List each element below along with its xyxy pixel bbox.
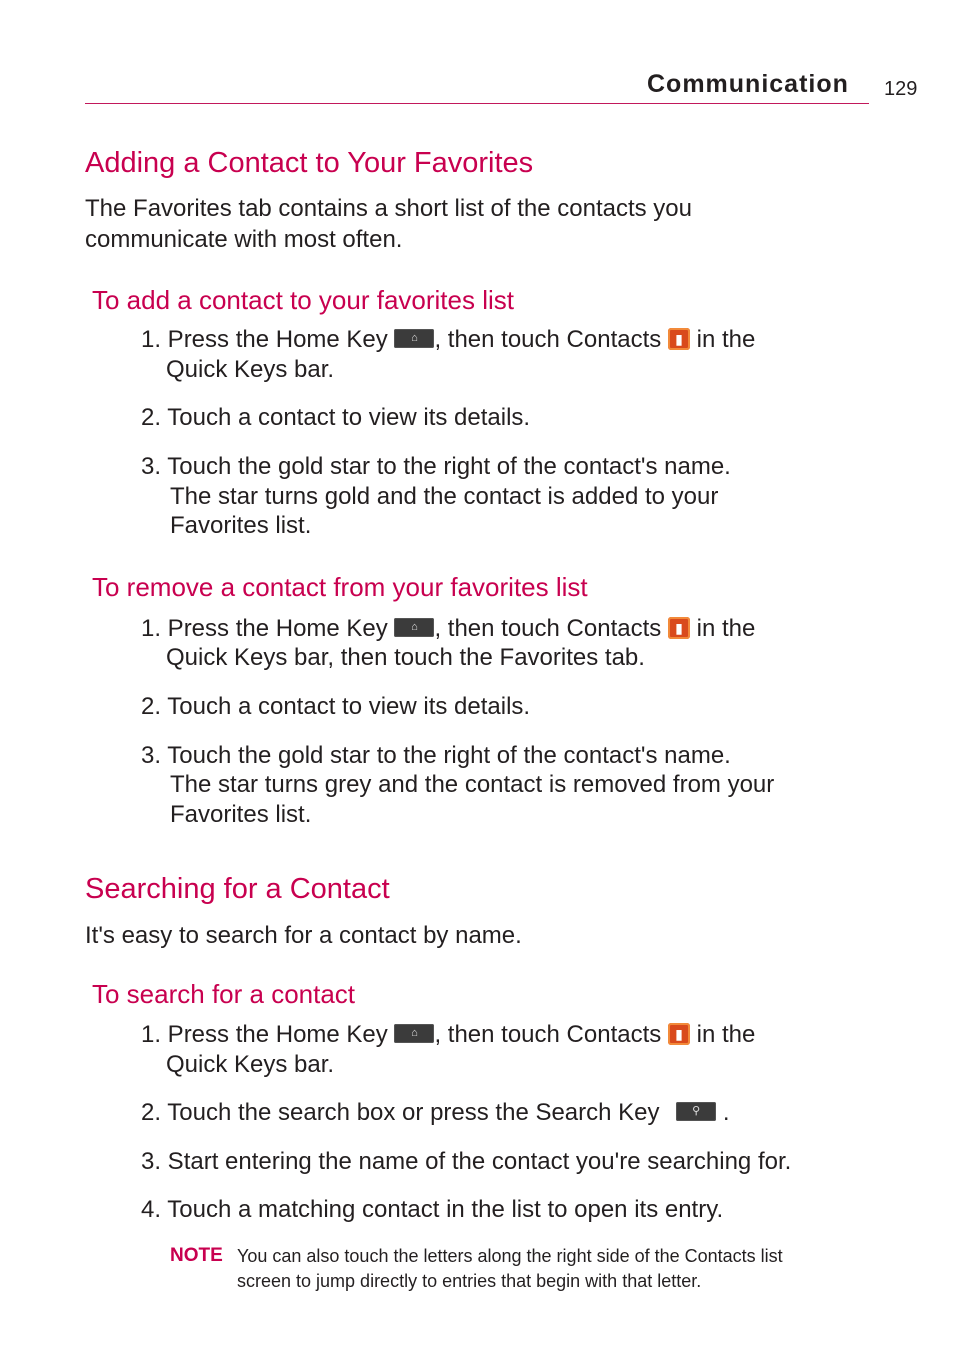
heading-search-contact: To search for a contact <box>92 979 356 1009</box>
header-rule <box>85 103 869 104</box>
remove-step-3-line3: Favorites list. <box>170 801 312 828</box>
home-key-icon: ⌂ <box>394 329 434 348</box>
add-step-2: 2. Touch a contact to view its details. <box>141 404 531 431</box>
remove-step-3-line2: The star turns grey and the contact is removed from your <box>170 771 775 798</box>
intro-search: It's easy to search for a contact by name. <box>85 922 522 949</box>
home-key-icon: ⌂ <box>394 618 434 637</box>
home-key-term: Home Key <box>275 1021 388 1048</box>
heading-remove-contact: To remove a contact from your favorites list <box>92 572 588 602</box>
step-text: , then touch <box>434 1021 567 1048</box>
step-text: in the <box>689 326 756 353</box>
heading-add-contact: To add a contact to your favorites list <box>92 285 514 315</box>
step-text: in the <box>689 615 756 642</box>
remove-step-3: 3. Touch the gold star to the right of the contact's name. <box>141 742 731 769</box>
intro-favorites-line2: communicate with most often. <box>85 226 403 253</box>
intro-text: The <box>85 195 134 222</box>
heading-searching-contact: Searching for a Contact <box>85 873 390 905</box>
section-title: Communication <box>647 70 849 98</box>
add-step-3-line3: Favorites list. <box>170 512 312 539</box>
intro-text: tab contains a short list of the contacts you <box>231 195 692 222</box>
contacts-term: Contacts <box>566 326 662 353</box>
remove-step-2: 2. Touch a contact to view its details. <box>141 693 531 720</box>
search-step-3: 3. Start entering the name of the contact you're searching for. <box>141 1148 792 1175</box>
intro-favorites <box>85 195 692 223</box>
search-step-1 <box>141 1021 755 1049</box>
step-text: 1. Press the <box>141 326 276 353</box>
heading-adding-favorites: Adding a Contact to Your Favorites <box>85 147 534 179</box>
contacts-term: Contacts <box>566 615 662 642</box>
add-step-3-line2: The star turns gold and the contact is added to your <box>170 483 719 510</box>
step-text: in the <box>689 1021 756 1048</box>
search-step-2 <box>141 1099 730 1127</box>
search-key-term: Search Key <box>535 1099 660 1126</box>
search-step-4: 4. Touch a matching contact in the list to open its entry. <box>141 1196 724 1223</box>
add-step-3: 3. Touch the gold star to the right of the contact's name. <box>141 453 731 480</box>
home-key-icon: ⌂ <box>394 1024 434 1043</box>
remove-step-1 <box>141 615 755 643</box>
home-key-term: Home Key <box>275 326 388 353</box>
contacts-term: Contacts <box>566 1021 662 1048</box>
step-text: 1. Press the <box>141 615 276 642</box>
add-step-1 <box>141 326 755 354</box>
step-text: Quick Keys bar, then touch the <box>166 644 500 671</box>
step-text: , then touch <box>434 615 567 642</box>
step-text: 1. Press the <box>141 1021 276 1048</box>
note-line-1: You can also touch the letters along the right side of the Contacts list <box>237 1246 783 1266</box>
favorites-term: Favorites <box>133 195 232 222</box>
step-text: . <box>722 1099 730 1126</box>
contacts-icon: ▮ <box>668 1023 690 1045</box>
step-text: , then touch <box>434 326 567 353</box>
step-text: 2. Touch the search box or press the <box>141 1099 536 1126</box>
search-key-icon: ⚲ <box>676 1102 716 1121</box>
note-line-2: screen to jump directly to entries that begin with that letter. <box>237 1271 702 1291</box>
favorites-term: Favorites <box>499 644 599 671</box>
search-step-1-line2: Quick Keys bar. <box>166 1051 335 1078</box>
remove-step-1-line2 <box>166 644 645 672</box>
home-key-term: Home Key <box>275 615 388 642</box>
page-number: 129 <box>884 78 918 100</box>
add-step-1-line2: Quick Keys bar. <box>166 356 335 383</box>
step-text: tab. <box>598 644 645 671</box>
contacts-icon: ▮ <box>668 328 690 350</box>
note-label: NOTE <box>170 1245 223 1266</box>
contacts-icon: ▮ <box>668 617 690 639</box>
